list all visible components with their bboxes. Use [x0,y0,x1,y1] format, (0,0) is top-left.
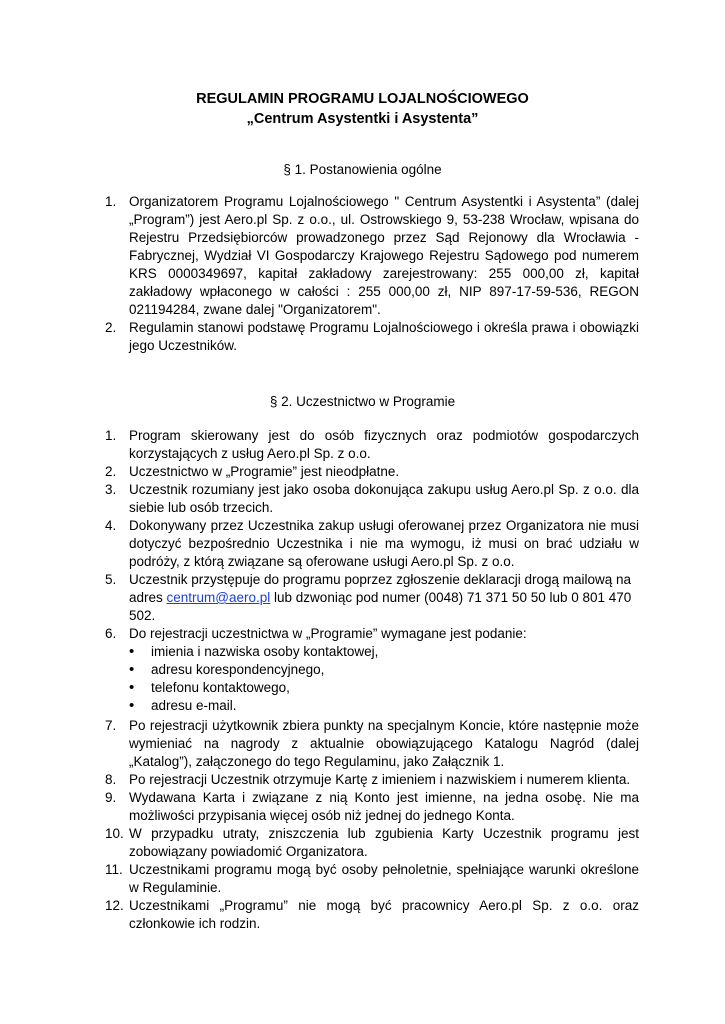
list-item [105,789,639,825]
item-number: 2. [105,464,117,479]
list-item [105,193,639,319]
item-number: 1. [105,428,117,443]
item-text: Do rejestracji uczestnictwa w „Programie” wymagane jest podanie: [129,626,527,641]
list-item [105,517,639,571]
item-number: 11. [105,862,123,877]
list-item [105,463,639,481]
item-number: 6. [105,626,117,641]
item-number: 7. [105,718,117,733]
list-item [105,427,639,463]
item-text: Uczestnictwo w „Programie” jest nieodpłatne. [129,464,400,479]
section-2-list-continued [105,717,639,933]
item-number: 9. [105,790,117,805]
list-item [105,861,639,897]
section-1-list [105,193,639,355]
document-subtitle: „Centrum Asystentki i Asystenta” [246,111,479,127]
list-item [105,825,639,861]
item-text: Regulamin stanowi podstawę Programu Lojalnościowego i określa prawa i obowiązki jego Uczestników. [129,320,639,353]
item-number: 1. [105,194,117,209]
section-2-list [105,427,639,643]
item-text: Wydawana Karta i związane z nią Konto jest imienne, na jedna osobę. Nie ma możliwości przypisania więcej osób niż jednej do jednego Konta. [129,790,639,823]
section-heading-1: § 1. Postanowienia ogólne [283,162,442,177]
item-number: 10. [105,826,124,841]
bullet-item: • imienia i nazwiska osoby kontaktowej, [129,643,663,661]
document-title: REGULAMIN PROGRAMU LOJALNOŚCIOWEGO [196,91,529,107]
bullet-item: • telefonu kontaktowego, [129,679,663,697]
list-item [105,717,639,771]
item-text: Po rejestracji Uczestnik otrzymuje Kartę z imieniem i nazwiskiem i numerem klienta. [129,772,631,787]
item-text-before: Uczestnik przystępuje do programu poprzez zgłoszenie deklaracji drogą mailową na adres [129,572,632,605]
item-text-after: lub dzwoniąc pod numer (0048) 71 371 50 50 lub 0 801 470 502. [129,590,632,623]
item-number: 2. [105,320,117,335]
item-text [129,571,639,625]
item-number: 4. [105,518,117,533]
list-item [105,897,639,933]
item-number: 5. [105,572,117,587]
item-text: Uczestnik rozumiany jest jako osoba dokonująca zakupu usług Aero.pl Sp. z o.o. dla siebie lub osób trzecich. [129,482,639,515]
item-text: Dokonywany przez Uczestnika zakup usługi oferowanej przez Organizatora nie musi dotyczyć bezpośrednio Uczestnika i nie ma wymogu, iż musi on brać udziału w podróży, z którą związane są oferowane usługi Aero.pl Sp. z o.o. [129,518,639,569]
list-item [105,481,639,517]
list-item [105,571,639,625]
list-item [105,771,639,789]
email-link[interactable]: centrum@aero.pl [166,590,271,605]
item-number: 8. [105,772,117,787]
bullet-item: • adresu e-mail. [129,697,663,715]
item-text: Program skierowany jest do osób fizycznych oraz podmiotów gospodarczych korzystających z usług Aero.pl Sp. z o.o. [129,428,639,461]
required-data-list [105,643,663,715]
item-number: 12. [105,898,124,913]
list-item [105,625,639,643]
bullet-item: • adresu korespondencyjnego, [129,661,663,679]
item-text: W przypadku utraty, zniszczenia lub zgubienia Karty Uczestnik programu jest zobowiązany powiadomić Organizatora. [129,826,639,859]
item-text: Organizatorem Programu Lojalnościowego " Centrum Asystentki i Asystenta” (dalej „Program”) jest Aero.pl Sp. z o.o., ul. Ostrowskiego 9, 53-238 Wrocław, wpisana do Rejestru Przedsiębiorców prowadzonego przez Sąd Rejonowy dla Wrocławia - Fabrycznej, Wydział VI Gospodarczy Krajowego Rejestru Sądowego pod numerem KRS 0000349697, kapitał zakładowy zarejestrowany: 255 000,00 zł, kapitał zakładowy wpłaconego w całości : 255 000,00 zł, NIP 897-17-59-536, REGON 021194284, zwane dalej "Organizatorem". [129,194,639,317]
item-text: Uczestnikami „Programu” nie mogą być pracownicy Aero.pl Sp. z o.o. oraz członkowie ich rodzin. [129,898,639,931]
item-text: Po rejestracji użytkownik zbiera punkty na specjalnym Koncie, które następnie może wymieniać na nagrody z aktualnie obowiązującego Katalogu Nagród (dalej „Katalog”), załączonego do tego Regulaminu, jako Załącznik 1. [129,718,639,769]
section-heading-2: § 2. Uczestnictwo w Programie [269,394,456,409]
list-item [105,319,639,355]
item-number: 3. [105,482,117,497]
item-text: Uczestnikami programu mogą być osoby pełnoletnie, spełniające warunki określone w Regulaminie. [129,862,639,895]
